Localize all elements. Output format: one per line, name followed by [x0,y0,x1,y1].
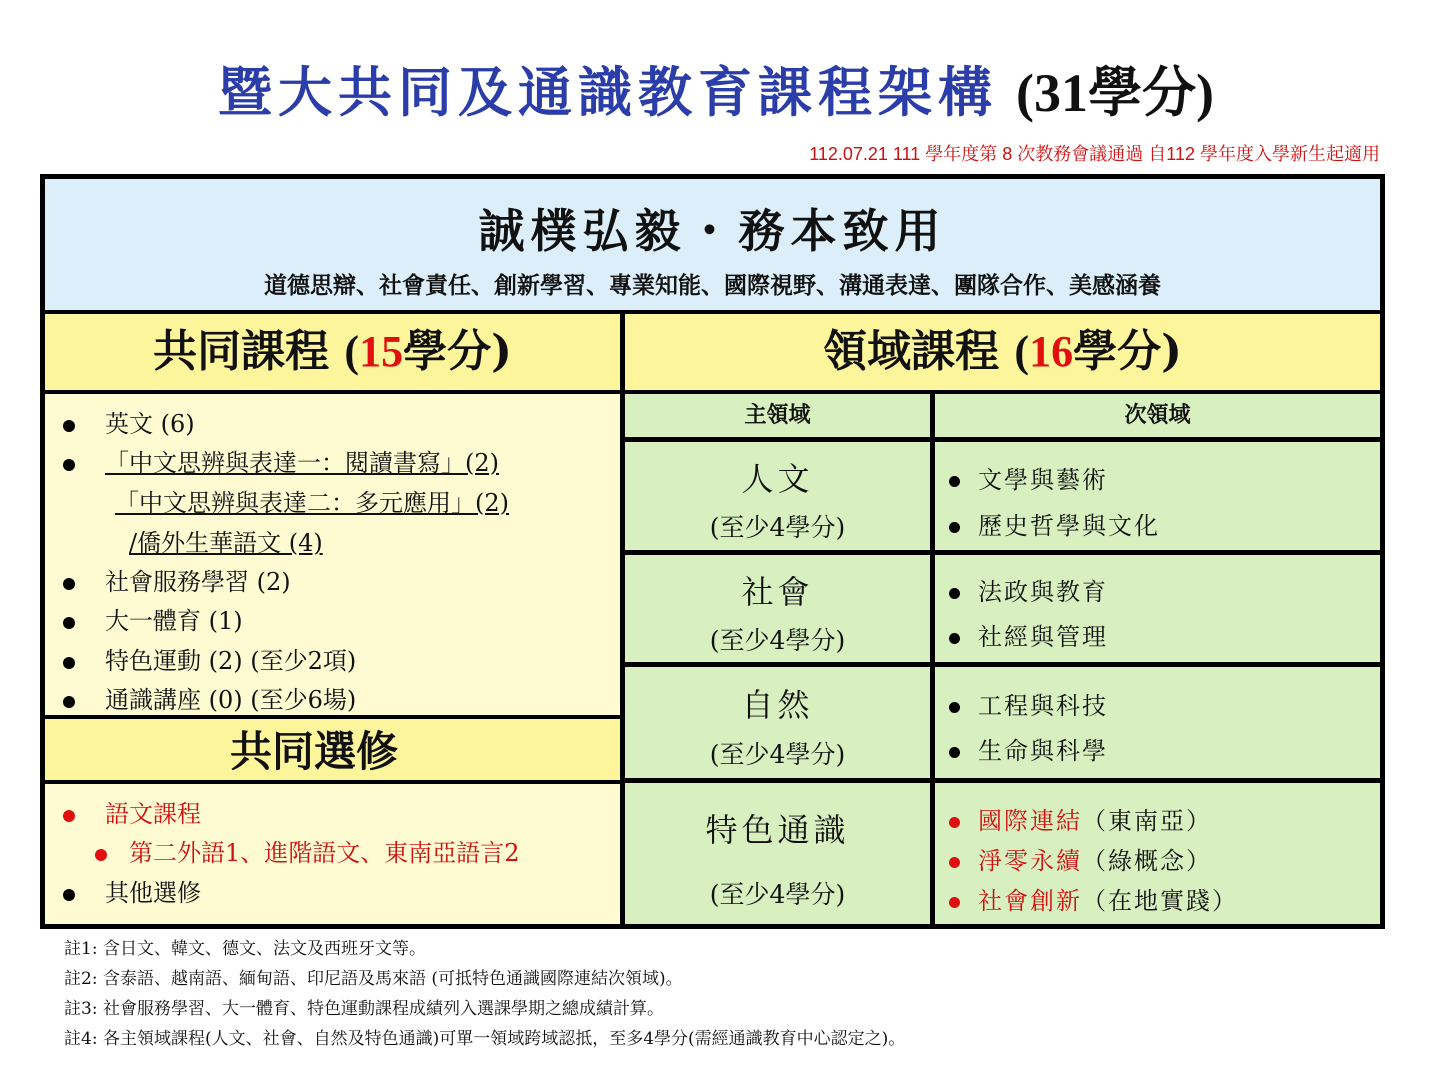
list-item [949,801,1212,836]
bullet-icon [63,420,75,432]
list-item [949,572,1108,607]
item-text: 語文課程 [105,800,201,828]
bullet-icon [63,657,75,669]
list-item [63,680,356,715]
title-credits: (31學分) [1016,63,1214,123]
list-item [63,443,499,478]
domain-name: 自然 [741,686,814,724]
bullet-icon [949,476,960,487]
list-item [949,731,1108,766]
common-elective-list [45,784,620,924]
domain-title: 領域課程 [823,326,1000,377]
domain-courses-header [625,314,1380,390]
bullet-icon [63,578,75,590]
item-text: 「中文思辨與表達一：閱讀書寫」(2) [105,449,499,477]
footnote: 註2: 含泰語、越南語、緬甸語、印尼語及馬來語 (可抵特色通識國際連結次領域)。 [64,969,683,989]
motto-text: 誠樸弘毅・務本致用 [478,204,947,258]
footnote: 註3: 社會服務學習、大一體育、特色運動課程成績列入選課學期之總成績計算。 [64,999,664,1019]
item-note: （在地實踐） [1082,887,1238,915]
item-text: 社會服務學習 (2) [105,568,291,596]
bullet-icon [949,633,960,644]
domain-min-credits: (至少4學分) [709,626,846,655]
item-text: 社經與管理 [978,623,1108,651]
domain-name: 特色通識 [705,811,850,849]
item-text: /僑外生華語文 (4) [129,529,323,557]
curriculum-frame [40,174,1385,929]
approval-note: 112.07.21 111 學年度第 8 次教務會議通過 自112 學年度入學新生起適用 [809,144,1380,164]
footnote: 註4: 各主領域課程(人文、社會、自然及特色通識)可單一領域跨域認抵，至多4學分(需經通識教育中心認定之)。 [64,1029,906,1049]
item-text: 「中文思辨與表達二：多元應用」(2) [115,489,509,517]
bullet-icon [63,696,75,708]
domain-featured [625,783,930,924]
list-item [63,601,243,636]
sub-domain-header: 次領域 [935,394,1380,437]
bullet-icon [63,459,75,471]
list-item [949,506,1160,541]
list-item [949,617,1108,652]
list-item [63,404,195,439]
common-credit-unit: 學分) [403,326,512,377]
domain-credit-number: 16 [1029,327,1074,376]
item-note: （東南亞） [1082,807,1212,835]
domain-nature [625,667,930,778]
title-text: 暨大共同及通識教育課程架構 [218,60,999,124]
item-text: 社會創新 [978,887,1082,915]
item-text: 英文 (6) [105,410,195,438]
common-courses-header [45,314,620,390]
domain-min-credits: (至少4學分) [709,513,846,542]
common-paren: ( [344,327,360,376]
item-text: 文學與藝術 [978,466,1108,494]
main-domain-header: 主領域 [625,394,930,437]
item-text: 淨零永續 [978,847,1082,875]
list-item [129,523,323,558]
footnote: 註1: 含日文、韓文、德文、法文及西班牙文等。 [64,939,426,959]
domain-paren: ( [1014,327,1030,376]
item-text: 生命與科學 [978,737,1108,765]
common-elective-header: 共同選修 [45,719,620,780]
domain-society [625,555,930,662]
footnotes [64,934,905,1054]
list-item [63,562,291,597]
common-course-list [45,394,620,715]
bullet-icon [949,857,960,868]
core-values: 道德思辯、社會責任、創新學習、專業知能、國際視野、溝通表達、團隊合作、美感涵養 [264,273,1161,299]
bullet-icon [949,588,960,599]
list-item [63,873,201,908]
domain-name: 人文 [741,460,814,498]
bullet-icon [63,617,75,629]
list-item [949,460,1108,495]
list-item [949,841,1212,876]
bullet-icon [95,849,107,861]
subdomain-society [935,555,1380,662]
bullet-icon [63,810,75,822]
list-item [949,686,1108,721]
item-text: 工程與科技 [978,692,1108,720]
domain-min-credits: (至少4學分) [709,740,846,769]
item-text: 法政與教育 [978,578,1108,606]
bullet-icon [949,522,960,533]
item-text: 通識講座 (0) (至少6場) [105,686,357,714]
subdomain-featured [935,783,1380,924]
bullet-icon [949,747,960,758]
list-item [63,641,356,676]
list-item [115,483,509,518]
common-title: 共同課程 [153,326,330,377]
item-text: 其他選修 [105,879,201,907]
list-item [63,794,201,829]
common-credit-number: 15 [359,327,404,376]
bullet-icon [63,889,75,901]
bullet-icon [949,897,960,908]
list-item [949,881,1238,916]
item-text: 大一體育 (1) [105,607,243,635]
domain-min-credits: (至少4學分) [709,880,846,909]
item-note: （綠概念） [1082,847,1212,875]
subdomain-humanities [935,442,1380,550]
item-text: 特色運動 (2) (至少2項) [105,647,357,675]
item-text: 歷史哲學與文化 [978,512,1160,540]
bullet-icon [949,702,960,713]
list-item [95,833,520,868]
domain-name: 社會 [741,573,814,611]
domain-credit-unit: 學分) [1073,326,1182,377]
domain-humanities [625,442,930,550]
subdomain-nature [935,667,1380,778]
item-text: 國際連結 [978,807,1082,835]
item-text: 第二外語1、進階語文、東南亞語言2 [129,839,520,867]
motto-panel [45,179,1380,310]
page-title [0,50,1432,127]
bullet-icon [949,817,960,828]
